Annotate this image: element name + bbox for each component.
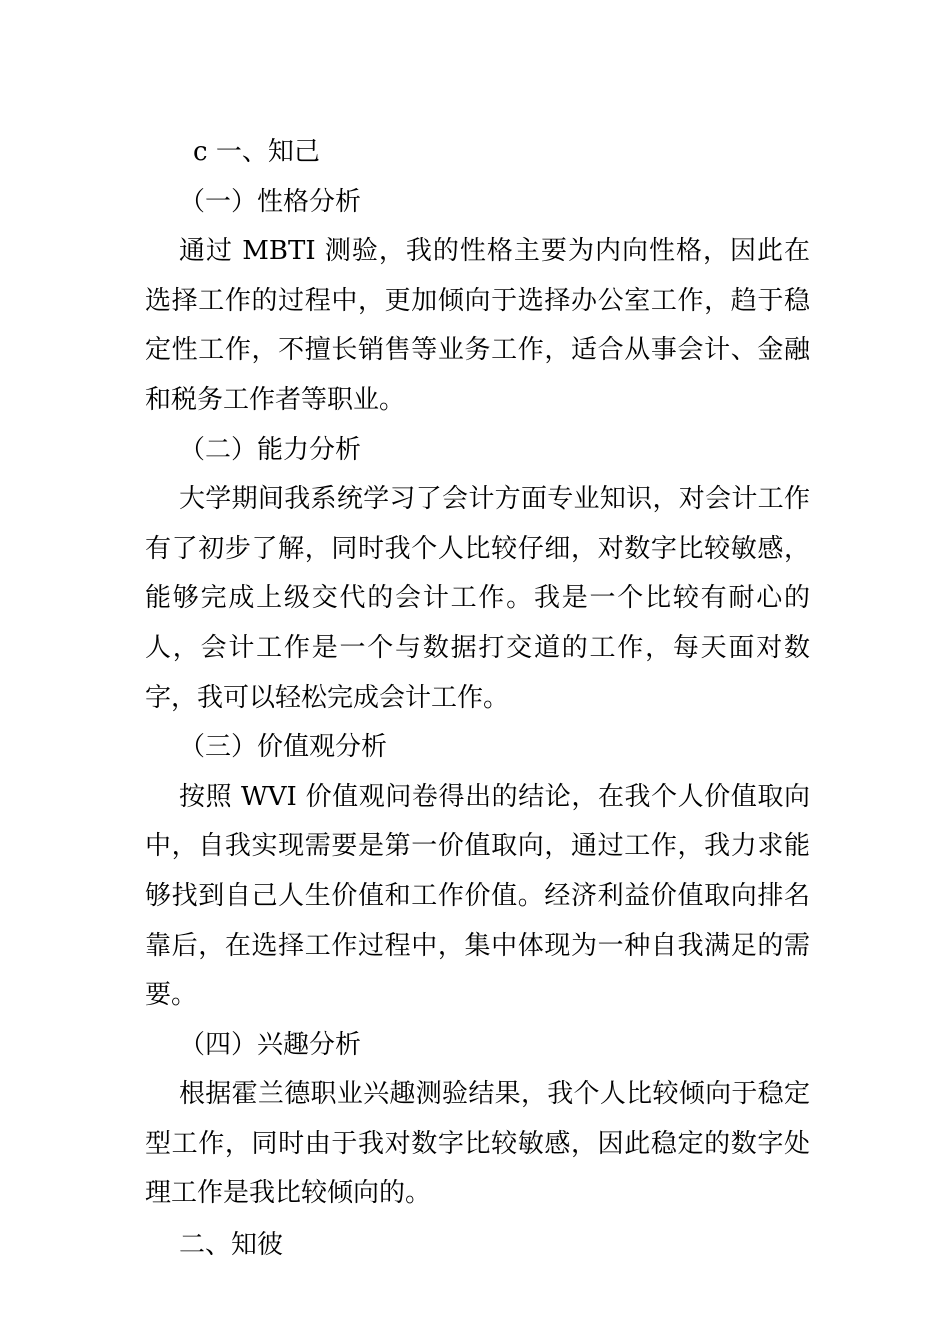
paragraph-personality: 通过 MBTI 测验，我的性格主要为内向性格，因此在选择工作的过程中，更加倾向于选择办公室工作，趋于稳定性工作，不擅长销售等业务工作，适合从事会计、金融和税务工作者等职业。 xyxy=(145,236,810,415)
section-heading-know-self: c 一、知己 xyxy=(193,137,320,167)
paragraph-values: 按照 WVI 价值观问卷得出的结论，在我个人价值取向中，自我实现需要是第一价值取向，通过工作，我力求能够找到自己人生价值和工作价值。经济利益价值取向排名靠后，在选择工作过程中，集中体现为一种自我满足的需要。 xyxy=(145,781,810,1011)
subheading-values: （三）价值观分析 xyxy=(179,732,388,763)
paragraph-ability: 大学期间我系统学习了会计方面专业知识，对会计工作有了初步了解，同时我个人比较仔细，对数字比较敏感，能够完成上级交代的会计工作。我是一个比较有耐心的人，会计工作是一个与数据打交道的工作，每天面对数字，我可以轻松完成会计工作。 xyxy=(145,484,810,713)
document-body xyxy=(145,128,810,1271)
paragraph-interests: 根据霍兰德职业兴趣测验结果，我个人比较倾向于稳定型工作，同时由于我对数字比较敏感，因此稳定的数字处理工作是我比较倾向的。 xyxy=(145,1079,810,1209)
section-heading-know-others: 二、知彼 xyxy=(179,1230,284,1261)
subheading-interests: （四）兴趣分析 xyxy=(179,1029,362,1060)
subheading-ability: （二）能力分析 xyxy=(179,434,362,465)
subheading-personality: （一）性格分析 xyxy=(179,186,362,217)
